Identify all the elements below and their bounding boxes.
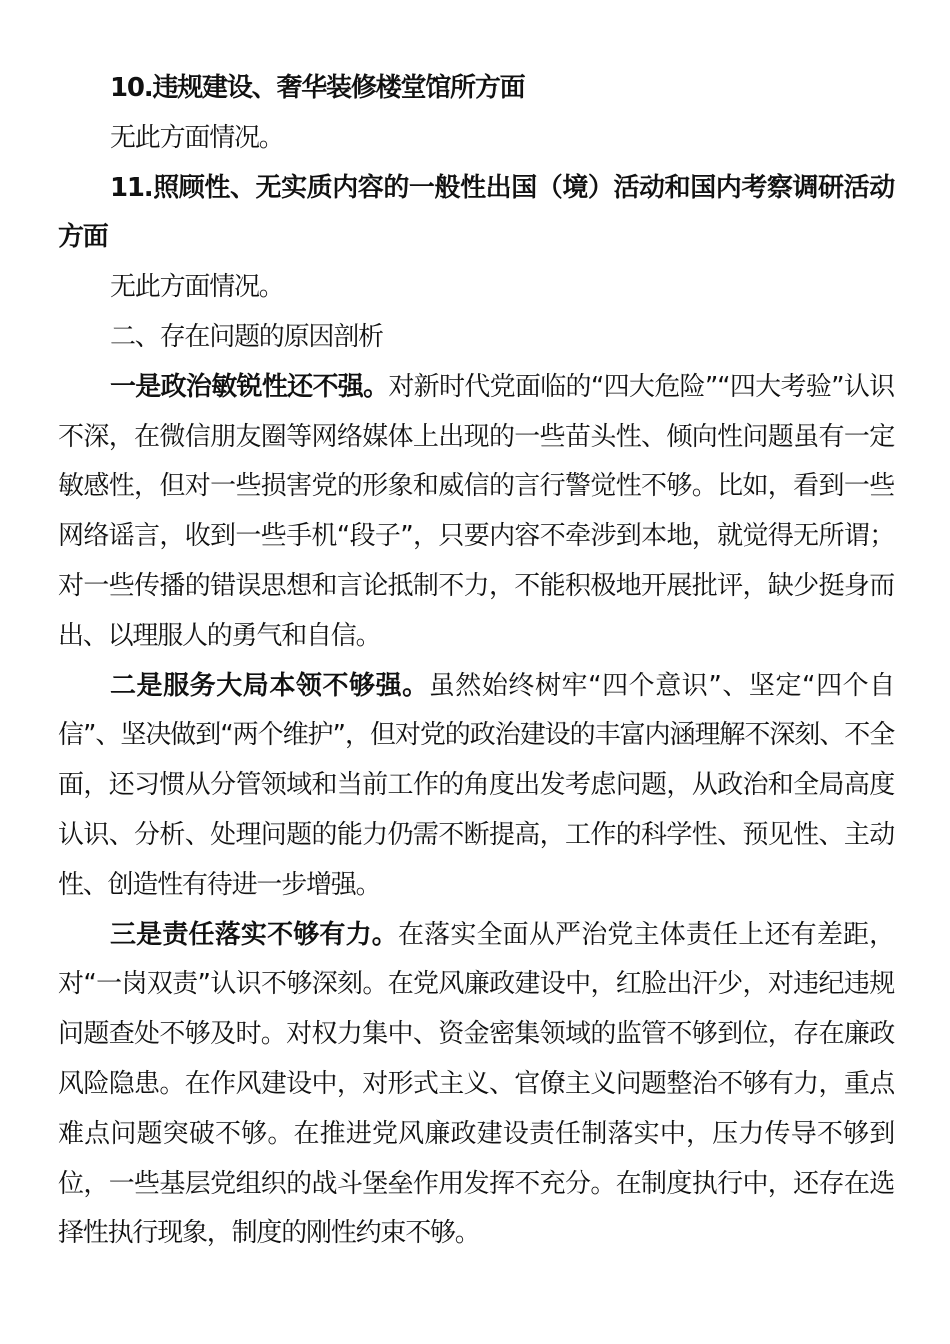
document-body bbox=[58, 64, 894, 1259]
section-heading-10: 10.违规建设、奢华装修楼堂馆所方面 bbox=[110, 73, 525, 103]
analysis-item-1-text: 对新时代党面临的“四大危险”“四大考验”认识不深，在微信朋友圈等网络媒体上出现的一些苗头性、倾向性问题虽有一定敏感性，但对一些损害党的形象和威信的言行警觉性不够。比如，看到一些网络谣言，收到一些手机“段子”，只要内容不牵涉到本地，就觉得无所谓；对一些传播的错误思想和言论抵制不力，不能积极地开展批评，缺少挺身而出、以理服人的勇气和自信。 bbox=[58, 371, 894, 651]
analysis-item-1-lead: 一是政治敏锐性还不强。 bbox=[110, 371, 389, 402]
analysis-item-2 bbox=[58, 662, 894, 911]
analysis-item-3-text: 在落实全面从严治党主体责任上还有差距，对“一岗双责”认识不够深刻。在党风廉政建设中，红脸出汗少，对违纪违规问题查处不够及时。对权力集中、资金密集领域的监管不够到位，存在廉政风险隐患。在作风建设中，对形式主义、官僚主义问题整治不够有力，重点难点问题突破不够。在推进党风廉政建设责任制落实中，压力传导不够到位，一些基层党组织的战斗堡垒作用发挥不充分。在制度执行中，还存在选择性执行现象，制度的刚性约束不够。 bbox=[58, 919, 894, 1249]
analysis-item-3-lead: 三是责任落实不够有力。 bbox=[110, 919, 398, 950]
analysis-item-2-lead: 二是服务大局本领不够强。 bbox=[110, 670, 429, 701]
analysis-item-2-text: 虽然始终树牢“四个意识”、坚定“四个自信”、坚决做到“两个维护”，但对党的政治建设的丰富内涵理解不深刻、不全面，还习惯从分管领域和当前工作的角度出发考虑问题，从政治和全局高度认识、分析、处理问题的能力仍需不断提高，工作的科学性、预见性、主动性、创造性有待进一步增强。 bbox=[58, 670, 894, 900]
section-body-11: 无此方面情况。 bbox=[110, 272, 284, 303]
analysis-item-1 bbox=[58, 363, 894, 662]
analysis-item-3 bbox=[58, 911, 894, 1260]
section-heading-11: 11.照顾性、无实质内容的一般性出国（境）活动和国内考察调研活动方面 bbox=[58, 172, 894, 253]
part-two-title: 二、存在问题的原因剖析 bbox=[110, 321, 383, 352]
section-body-10: 无此方面情况。 bbox=[110, 122, 284, 153]
